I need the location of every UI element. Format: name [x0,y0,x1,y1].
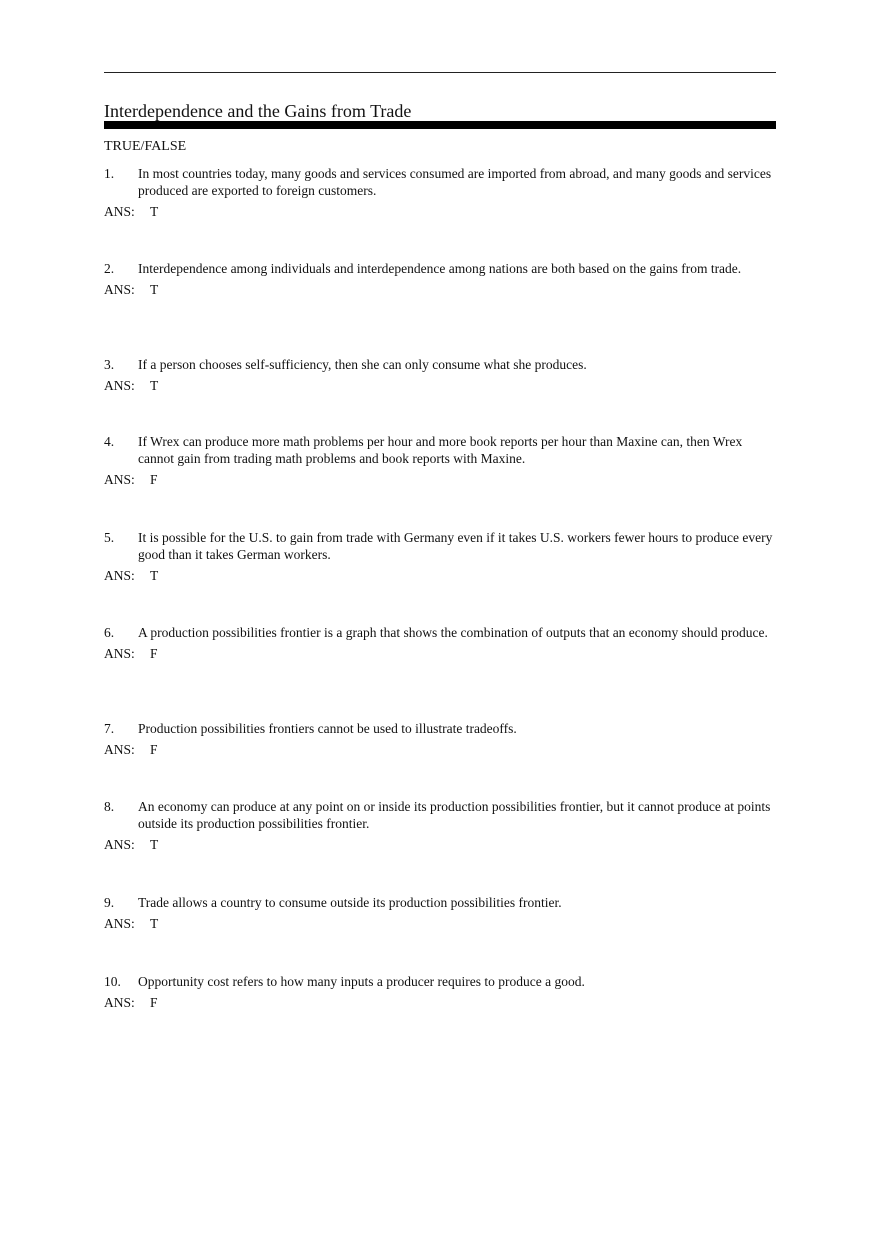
answer-label: ANS: [104,837,135,852]
question-text: In most countries today, many goods and services consumed are imported from abroad, and many goods and services produced are exported to foreign customers. [138,166,772,198]
question-3 [104,356,776,394]
question-5 [104,529,776,584]
question-row [104,894,776,911]
question-row [104,433,776,467]
question-row [104,529,776,563]
answer-value: T [150,378,159,393]
answer-value: F [150,646,158,661]
answer-label: ANS: [104,742,135,757]
answer-value: F [150,742,158,757]
question-number: 3. [104,357,115,372]
question-number: 5. [104,530,115,545]
question-text: Production possibilities frontiers cannot be used to illustrate tradeoffs. [138,721,517,736]
question-text: If a person chooses self-sufficiency, then she can only consume what she produces. [138,357,587,372]
question-text: It is possible for the U.S. to gain from trade with Germany even if it takes U.S. workers fewer hours to produce every good than it takes German workers. [138,530,773,562]
question-10 [104,973,776,1011]
answer-value: T [150,282,159,297]
answer-value: F [150,995,158,1010]
question-row [104,260,776,277]
answer-label: ANS: [104,282,135,297]
question-row [104,973,776,990]
question-text: If Wrex can produce more math problems per hour and more book reports per hour than Maxine can, then Wrex cannot gain from trading math problems and book reports with Maxine. [138,434,743,466]
answer-row [104,915,776,932]
question-number: 1. [104,166,115,181]
question-row [104,356,776,373]
answer-value: T [150,916,159,931]
question-number: 8. [104,799,115,814]
answer-row [104,741,776,758]
question-9 [104,894,776,932]
answer-label: ANS: [104,646,135,661]
answer-row [104,377,776,394]
answer-label: ANS: [104,568,135,583]
answer-row [104,836,776,853]
answer-value: T [150,837,159,852]
answer-row [104,203,776,220]
question-number: 6. [104,625,115,640]
section-label: TRUE/FALSE [104,139,187,154]
question-text: A production possibilities frontier is a graph that shows the combination of outputs that an economy should produce. [138,625,768,640]
answer-label: ANS: [104,472,135,487]
answer-value: T [150,204,159,219]
question-4 [104,433,776,488]
answer-label: ANS: [104,995,135,1010]
question-number: 9. [104,895,115,910]
answer-label: ANS: [104,916,135,931]
question-text: Opportunity cost refers to how many inputs a producer requires to produce a good. [138,974,585,989]
question-number: 4. [104,434,115,449]
title-underline [104,121,776,129]
answer-value: F [150,472,158,487]
answer-row [104,471,776,488]
question-row [104,624,776,641]
question-2 [104,260,776,298]
answer-row [104,645,776,662]
question-number: 2. [104,261,115,276]
question-6 [104,624,776,662]
question-row [104,798,776,832]
chapter-title: Interdependence and the Gains from Trade [104,101,412,121]
question-7 [104,720,776,758]
question-row [104,720,776,737]
question-row [104,165,776,199]
question-text: Trade allows a country to consume outside its production possibilities frontier. [138,895,562,910]
question-number: 10. [104,974,121,989]
header-rule [104,72,776,73]
question-text: Interdependence among individuals and interdependence among nations are both based on the gains from trade. [138,261,742,276]
question-number: 7. [104,721,115,736]
answer-value: T [150,568,159,583]
answer-row [104,567,776,584]
answer-label: ANS: [104,378,135,393]
answer-row [104,281,776,298]
answer-row [104,994,776,1011]
answer-label: ANS: [104,204,135,219]
question-text: An economy can produce at any point on or inside its production possibilities frontier, but it cannot produce at points outside its production possibilities frontier. [138,799,771,831]
question-8 [104,798,776,853]
question-1 [104,165,776,220]
